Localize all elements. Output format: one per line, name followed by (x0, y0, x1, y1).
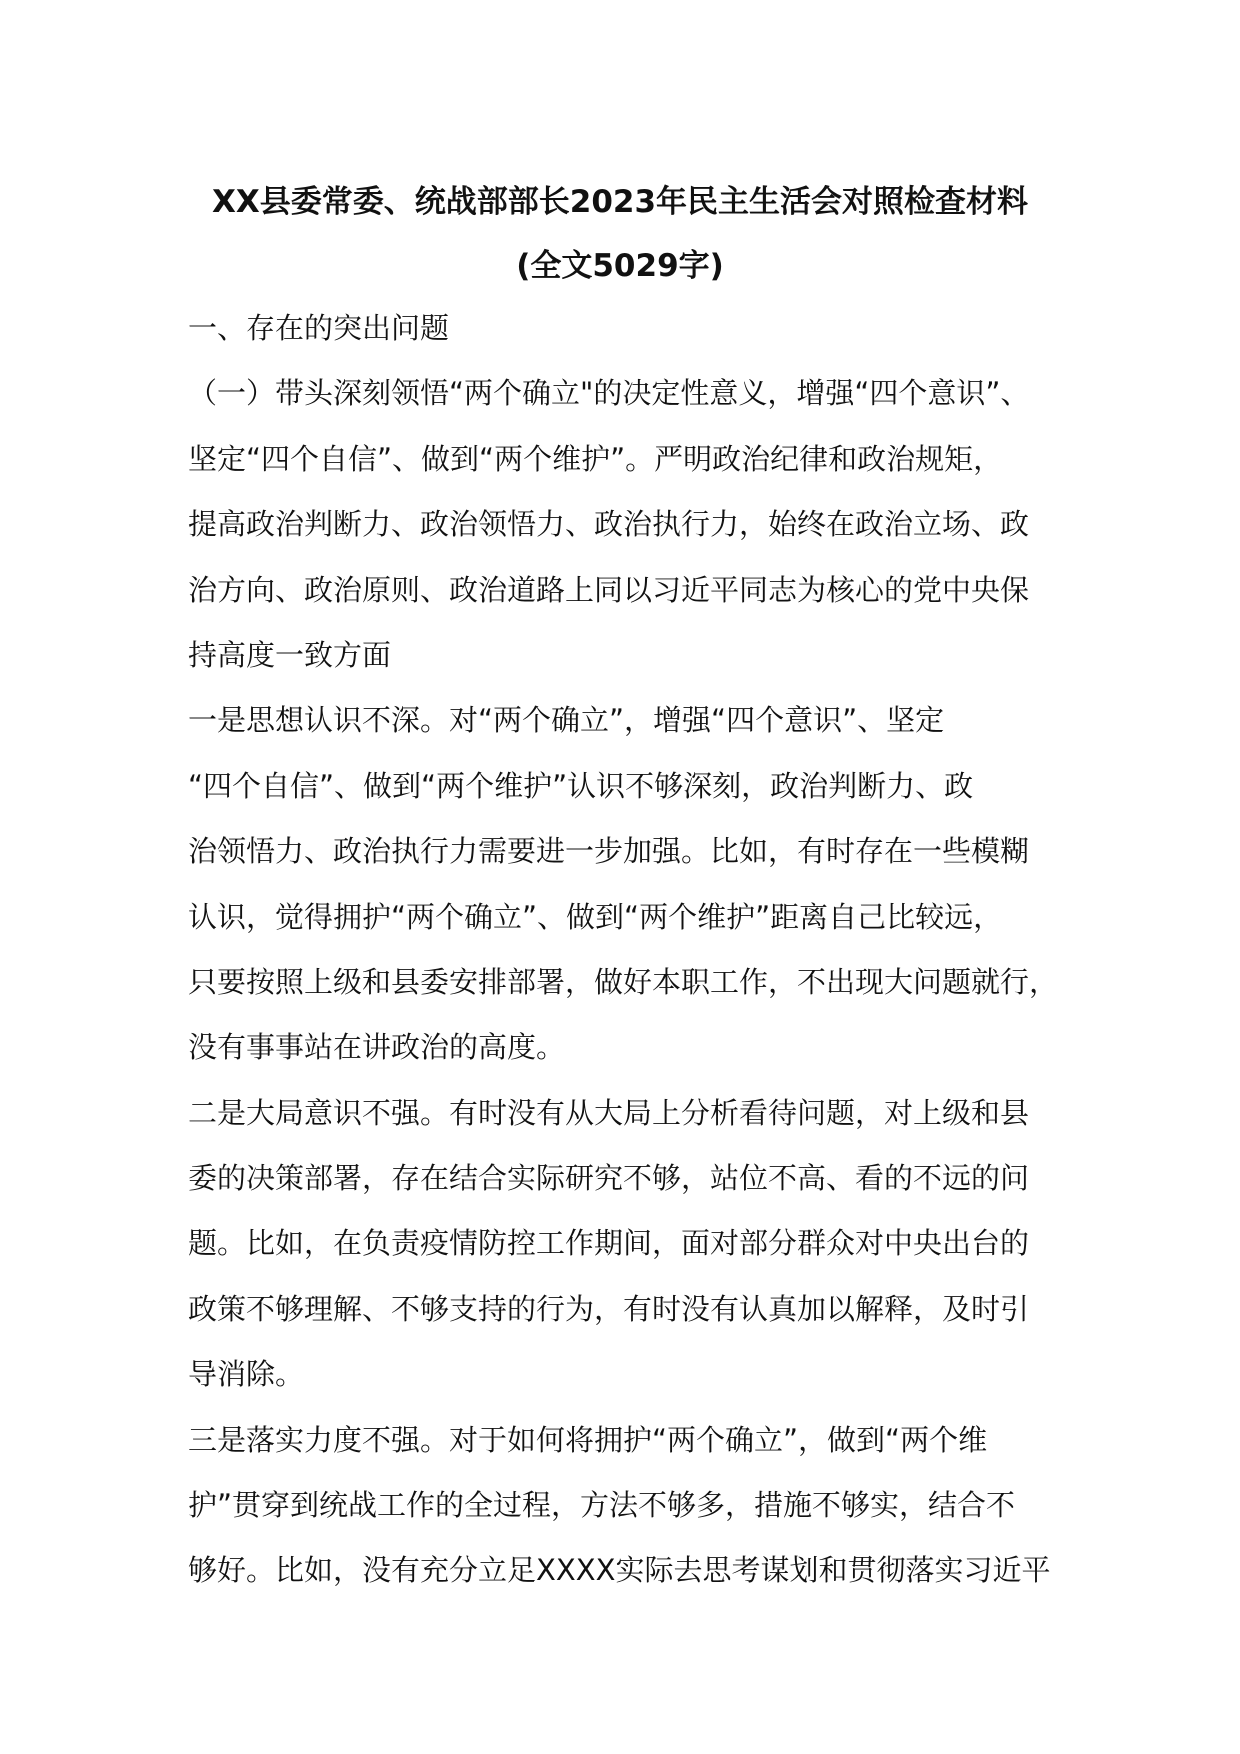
paragraph-line: 认识，觉得拥护“两个确立”、做到“两个维护”距离自己比较远， (188, 899, 1003, 934)
paragraph-line: 一是思想认识不深。对“两个确立”，增强“四个意识”、坚定 (188, 703, 945, 738)
paragraph-line: 没有事事站在讲政治的高度。 (188, 1030, 566, 1065)
paragraph-line: 治领悟力、政治执行力需要进一步加强。比如，有时存在一些模糊 (188, 834, 1030, 869)
title-line-2: (全文5029字) (516, 248, 724, 284)
subsection-heading-line-2: 坚定“四个自信”、做到“两个维护”。严明政治纪律和政治规矩， (188, 441, 1003, 476)
paragraph-line: 护”贯穿到统战工作的全过程，方法不够多，措施不够实，结合不 (188, 1488, 1016, 1523)
paragraph-line: 导消除。 (188, 1357, 305, 1392)
document-body (188, 296, 1088, 1604)
paragraph-line: “四个自信”、做到“两个维护”认识不够深刻，政治判断力、政 (188, 768, 974, 803)
document-title (100, 170, 1140, 298)
section-heading: 一、存在的突出问题 (188, 311, 450, 345)
paragraph-line: 只要按照上级和县委安排部署，做好本职工作，不出现大问题就行， (188, 964, 1059, 999)
paragraph-line: 够好。比如，没有充分立足XXXX实际去思考谋划和贯彻落实习近平 (188, 1553, 1051, 1588)
paragraph-line: 委的决策部署，存在结合实际研究不够，站位不高、看的不远的问 (188, 1161, 1030, 1196)
subsection-heading-line-1: （一）带头深刻领悟“两个确立"的决定性意义，增强“四个意识”、 (188, 376, 1030, 411)
paragraph-line: 二是大局意识不强。有时没有从大局上分析看待问题，对上级和县 (188, 1095, 1030, 1130)
subsection-heading-line-3: 提高政治判断力、政治领悟力、政治执行力，始终在政治立场、政 (188, 507, 1030, 542)
subsection-heading-line-5: 持高度一致方面 (188, 637, 392, 672)
paragraph-line: 三是落实力度不强。对于如何将拥护“两个确立”，做到“两个维 (188, 1422, 988, 1457)
paragraph-line: 政策不够理解、不够支持的行为，有时没有认真加以解释，及时引 (188, 1291, 1030, 1326)
subsection-heading-line-4: 治方向、政治原则、政治道路上同以习近平同志为核心的党中央保 (188, 572, 1030, 607)
title-line-1: XX县委常委、统战部部长2023年民主生活会对照检查材料 (211, 184, 1029, 220)
paragraph-line: 题。比如，在负责疫情防控工作期间，面对部分群众对中央出台的 (188, 1226, 1030, 1261)
